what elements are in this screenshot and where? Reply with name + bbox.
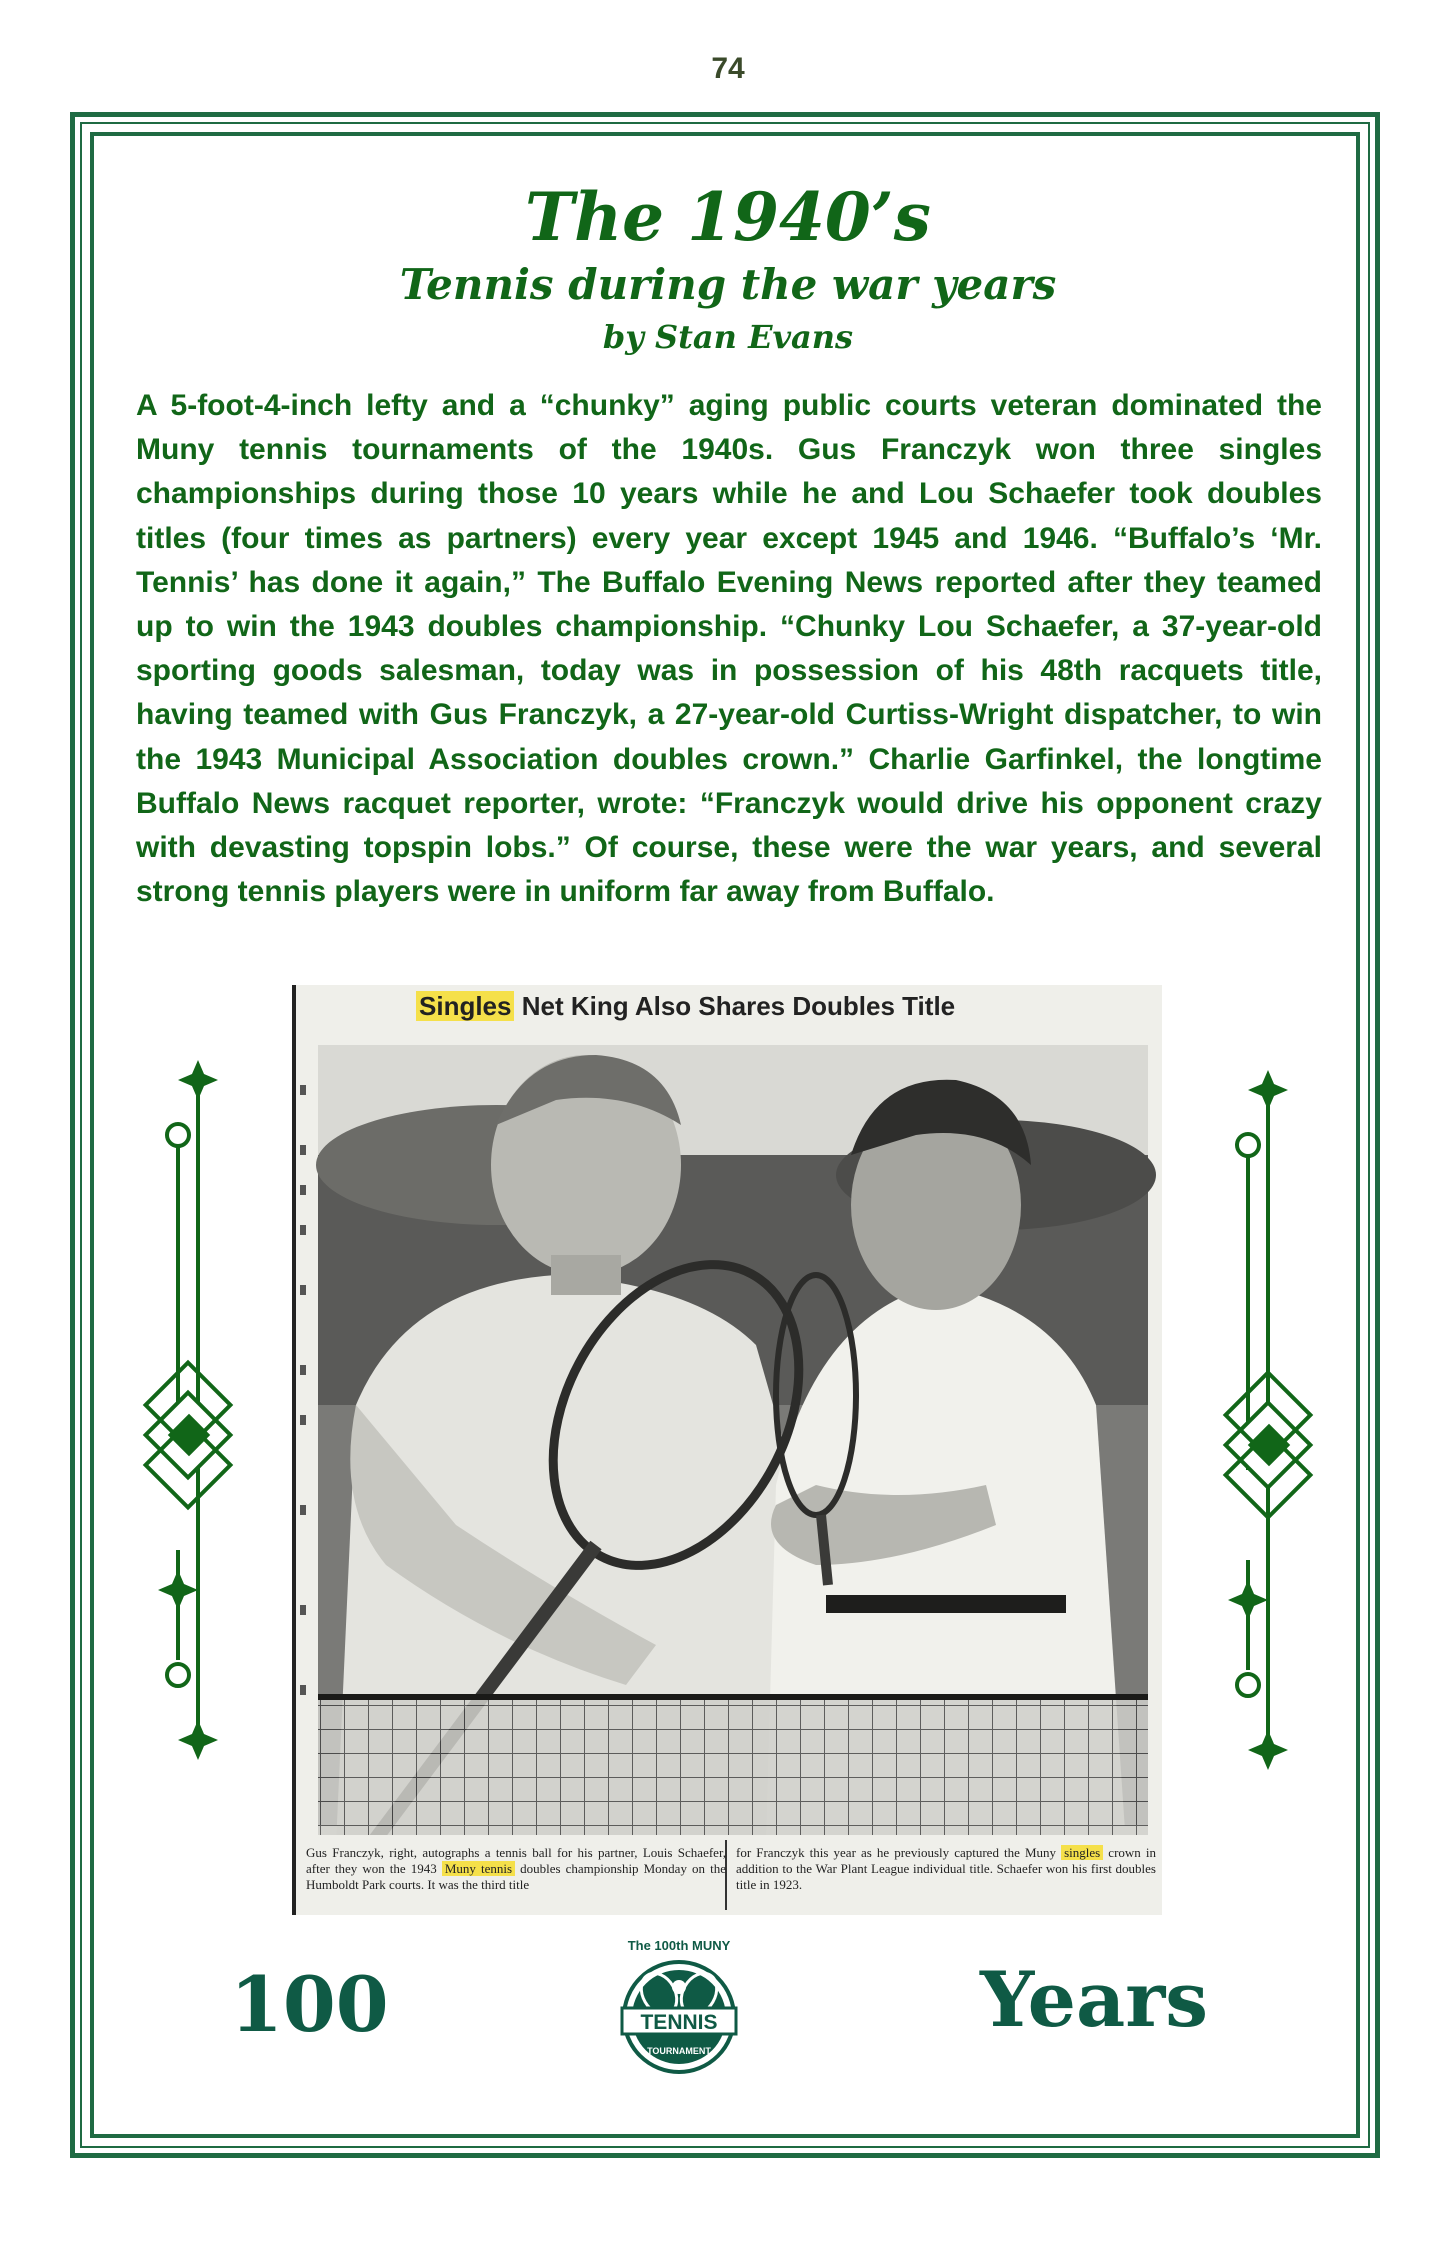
page-title: The 1940’s — [525, 178, 931, 256]
caption-column-right — [736, 1845, 1156, 1893]
page-subtitle: Tennis during the war years — [399, 260, 1057, 309]
logo-main-text: TENNIS — [640, 2011, 718, 2034]
page-number: 74 — [711, 52, 745, 85]
logo-bottom-text: TOURNAMENT — [647, 2046, 711, 2056]
caption-highlight: singles — [1061, 1845, 1103, 1860]
caption-highlight: Muny tennis — [442, 1861, 515, 1876]
caption-text: for Franczyk this year as he previously captured the Muny — [736, 1845, 1062, 1860]
muny-tennis-logo — [604, 1932, 754, 2082]
clipping-headline-highlight: Singles — [416, 991, 514, 1021]
clipping-headline-rest: Net King Also Shares Doubles Title — [514, 991, 956, 1021]
article-body: A 5-foot-4-inch lefty and a “chunky” aging public courts veteran dominated the Muny tennis tournaments of the 1940s. Gus Franczyk won three singles championships during those 10 years while he and Lou Schaefer took doubles titles (four times as partners) every year except 1945 and 1946. “Buffalo’s ‘Mr. Tennis’ has done it again,” The Buffalo Evening News reported after they teamed up to win the 1943 doubles championship. “Chunky Lou Schaefer, a 37-year-old sporting goods salesman, today was in possession of his 48th racquets title, having teamed with Gus Franczyk, a 27-year-old Curtiss-Wright dispatcher, to win the 1943 Municipal Association doubles crown.” Charlie Garfinkel, the longtime Buffalo News racquet reporter, wrote: “Franczyk would drive his opponent crazy with devasting topspin lobs.” Of course, these were the war years, and several strong tennis players were in uniform far away from Buffalo. — [136, 389, 1322, 909]
newspaper-clipping — [292, 985, 1162, 1915]
right-decorative-ornament — [1200, 1050, 1320, 1780]
left-decorative-ornament — [130, 1040, 250, 1770]
tennis-players-photo — [296, 985, 1158, 1915]
caption-text: crown in addition to the War Plant League individual title. Schaefer won his first doubles title in 1923. — [736, 1845, 1156, 1892]
caption-column-left — [306, 1845, 726, 1893]
logo-top-text: The 100th MUNY — [627, 1938, 731, 1953]
clipping-caption — [306, 1845, 1156, 1893]
footer-100: 100 — [230, 1960, 389, 2049]
author-byline: by Stan Evans — [602, 318, 854, 356]
caption-text: Gus Franczyk, right, autographs a tennis ball for his partner, Louis Schaefer, after they won the 1943 — [306, 1845, 726, 1876]
footer-years: Years — [980, 1955, 1209, 2044]
caption-text: doubles championship Monday on the Humboldt Park courts. It was the third title — [306, 1861, 726, 1892]
clipping-headline — [416, 991, 955, 1022]
